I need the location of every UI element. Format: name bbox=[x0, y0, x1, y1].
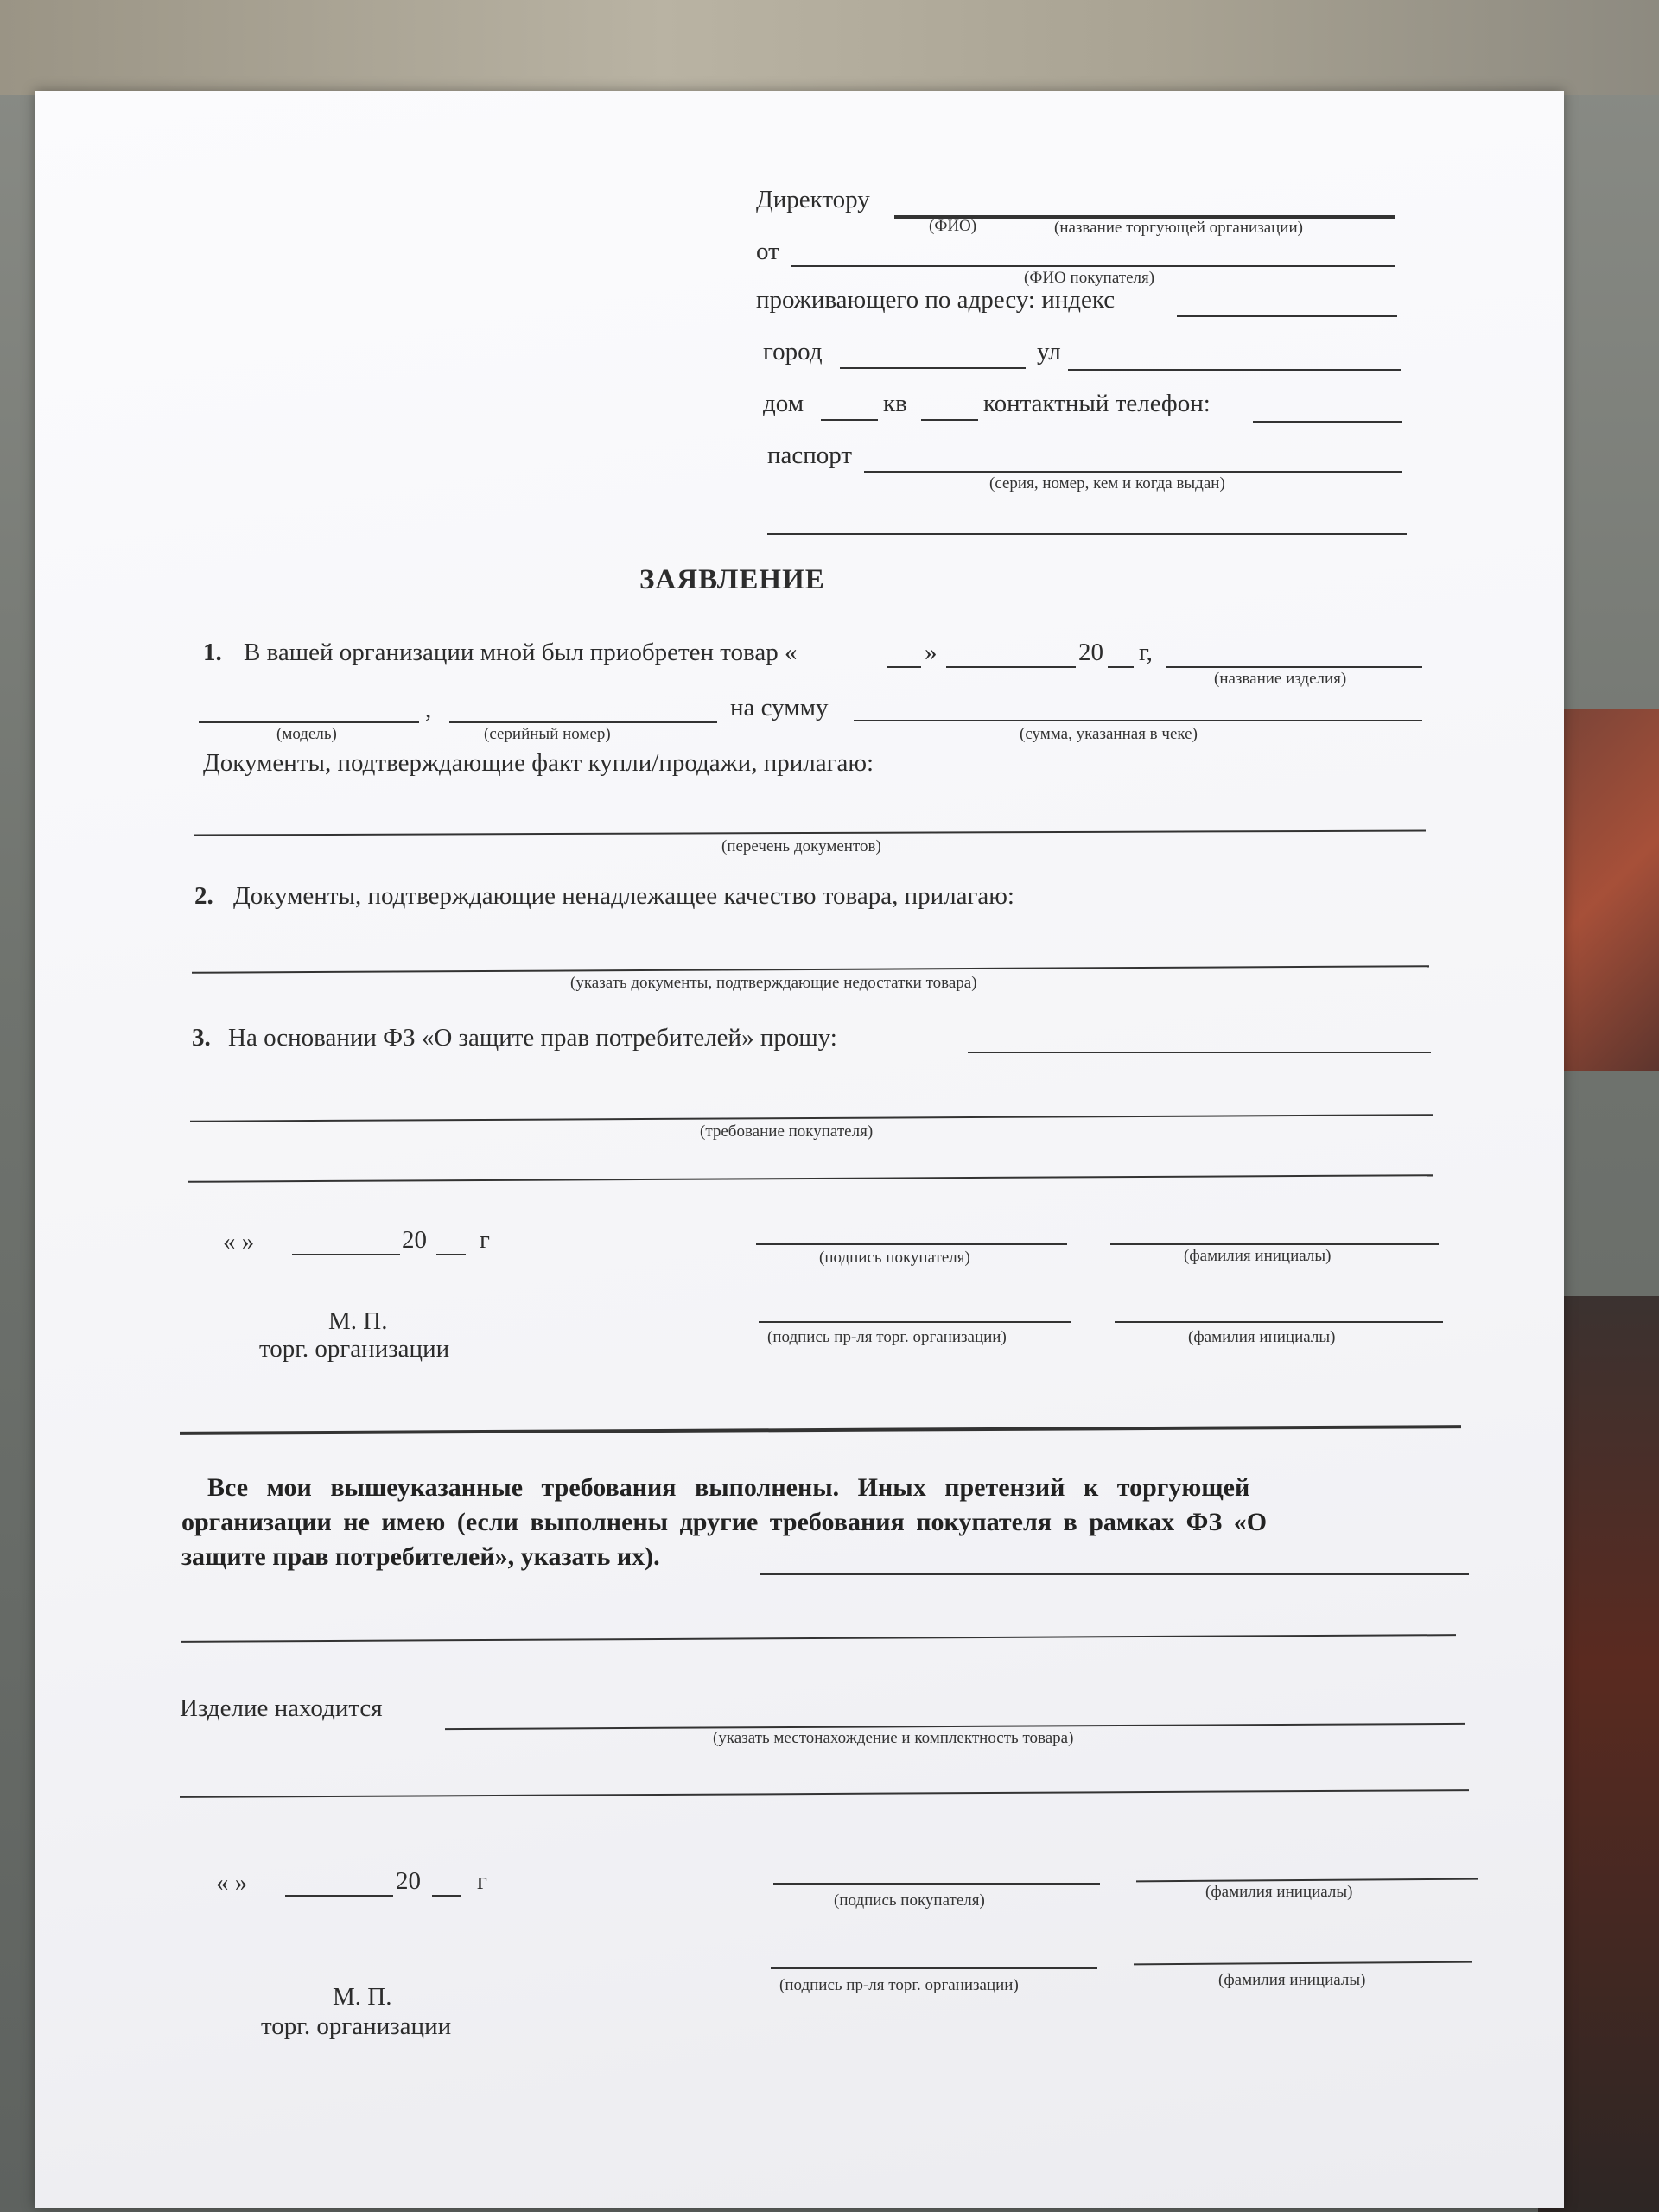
item2-number: 2. bbox=[194, 882, 213, 910]
docs-purchase-caption: (перечень документов) bbox=[721, 837, 881, 855]
model-field[interactable] bbox=[199, 721, 419, 723]
house-label: дом bbox=[763, 390, 804, 417]
background-object bbox=[1555, 709, 1659, 1071]
sign2-buyer-caption: (подпись покупателя) bbox=[834, 1891, 985, 1910]
sign2-buyer-signature-field[interactable] bbox=[773, 1883, 1100, 1885]
sign1-surname2-caption: (фамилия инициалы) bbox=[1188, 1328, 1336, 1346]
model-caption: (модель) bbox=[276, 725, 337, 743]
sign1-rep-caption: (подпись пр-ля торг. организации) bbox=[767, 1328, 1007, 1346]
confirm-line-3: защите прав потребителей», указать их). bbox=[181, 1542, 660, 1571]
city-field[interactable] bbox=[840, 367, 1026, 369]
sign1-date-field[interactable] bbox=[292, 1254, 400, 1255]
buyer-caption: (ФИО покупателя) bbox=[1024, 269, 1155, 287]
apt-field[interactable] bbox=[921, 419, 978, 421]
sign1-buyer-signature-field[interactable] bbox=[756, 1243, 1067, 1245]
location-field-2[interactable] bbox=[180, 1789, 1469, 1798]
street-label: ул bbox=[1037, 338, 1061, 365]
sum-field[interactable] bbox=[854, 720, 1422, 721]
buyer-name-field[interactable] bbox=[791, 265, 1395, 267]
sign2-mp: М. П. bbox=[333, 1983, 392, 2011]
passport-field[interactable] bbox=[864, 471, 1402, 473]
item1-year: 20 bbox=[1078, 639, 1103, 666]
sign1-year: 20 bbox=[402, 1226, 427, 1254]
quality-docs-caption: (указать документы, подтверждающие недостатки товара) bbox=[570, 974, 977, 992]
docs-purchase-text: Документы, подтверждающие факт купли/продажи, прилагаю: bbox=[203, 749, 874, 777]
street-field[interactable] bbox=[1068, 369, 1401, 371]
passport-field-extra[interactable] bbox=[767, 533, 1407, 535]
from-label: от bbox=[756, 238, 779, 265]
sign2-surname2-caption: (фамилия инициалы) bbox=[1218, 1971, 1366, 1989]
sign1-quotes: « » bbox=[223, 1228, 255, 1255]
sign2-org: торг. организации bbox=[261, 2012, 452, 2040]
location-caption: (указать местонахождение и комплектность товара) bbox=[713, 1729, 1074, 1747]
demand-field-3[interactable] bbox=[188, 1174, 1433, 1183]
item2-text: Документы, подтверждающие ненадлежащее качество товара, прилагаю: bbox=[233, 882, 1014, 910]
phone-label: контактный телефон: bbox=[983, 390, 1211, 417]
product-name-field[interactable] bbox=[1166, 666, 1422, 668]
sign1-rep-signature-field[interactable] bbox=[759, 1321, 1071, 1323]
item3-number: 3. bbox=[192, 1024, 211, 1052]
sign2-date-field[interactable] bbox=[285, 1895, 393, 1897]
background-shelf bbox=[0, 0, 1659, 95]
section-separator bbox=[180, 1425, 1461, 1435]
sign1-year-field[interactable] bbox=[436, 1254, 466, 1255]
org-caption: (название торгующей организации) bbox=[1054, 219, 1303, 237]
sign2-surname-field[interactable] bbox=[1136, 1878, 1478, 1883]
location-label: Изделие находится bbox=[180, 1694, 383, 1722]
phone-field[interactable] bbox=[1253, 421, 1402, 423]
demand-field-2[interactable] bbox=[190, 1114, 1433, 1122]
sign1-surname-caption: (фамилия инициалы) bbox=[1184, 1247, 1332, 1265]
passport-caption: (серия, номер, кем и когда выдан) bbox=[989, 474, 1225, 493]
item1-text: В вашей организации мной был приобретен товар « bbox=[244, 639, 798, 666]
sign2-rep-signature-field[interactable] bbox=[771, 1967, 1097, 1969]
demand-field[interactable] bbox=[968, 1052, 1431, 1053]
item1-comma: , bbox=[425, 696, 432, 723]
city-label: город bbox=[763, 338, 823, 365]
sign2-surname-caption: (фамилия инициалы) bbox=[1205, 1883, 1353, 1901]
confirm-line-1: Все мои вышеуказанные требования выполнены. Иных претензий к торгующей bbox=[207, 1473, 1250, 1502]
sign1-surname2-field[interactable] bbox=[1115, 1321, 1443, 1323]
other-demands-field[interactable] bbox=[760, 1573, 1469, 1575]
confirm-line-2: организации не имею (если выполнены другие требования покупателя в рамках ФЗ «О bbox=[181, 1508, 1268, 1536]
sign1-mp: М. П. bbox=[328, 1307, 388, 1335]
document-title: ЗАЯВЛЕНИЕ bbox=[639, 564, 825, 595]
sign1-buyer-caption: (подпись покупателя) bbox=[819, 1249, 970, 1267]
sign2-year: 20 bbox=[396, 1867, 421, 1895]
sign2-surname2-field[interactable] bbox=[1134, 1961, 1472, 1966]
director-label: Директору bbox=[756, 186, 870, 213]
product-caption: (название изделия) bbox=[1214, 670, 1347, 688]
item3-text: На основании ФЗ «О защите прав потребителей» прошу: bbox=[228, 1024, 837, 1052]
fio-caption: (ФИО) bbox=[929, 217, 977, 235]
apt-label: кв bbox=[883, 390, 907, 417]
sign2-rep-caption: (подпись пр-ля торг. организации) bbox=[779, 1976, 1019, 1994]
sign1-surname-field[interactable] bbox=[1110, 1243, 1439, 1245]
purchase-year-field[interactable] bbox=[1108, 666, 1134, 668]
item1-number: 1. bbox=[203, 639, 222, 666]
claim-form-paper bbox=[35, 91, 1564, 2208]
docs-purchase-field[interactable] bbox=[194, 830, 1426, 836]
sign2-year-field[interactable] bbox=[432, 1895, 461, 1897]
house-field[interactable] bbox=[821, 419, 878, 421]
address-label: проживающего по адресу: индекс bbox=[756, 286, 1116, 314]
postcode-field[interactable] bbox=[1177, 315, 1397, 317]
sum-label: на сумму bbox=[730, 694, 829, 721]
purchase-month-field[interactable] bbox=[946, 666, 1076, 668]
sign2-quotes: « » bbox=[216, 1869, 248, 1897]
purchase-day-field[interactable] bbox=[887, 666, 921, 668]
item1-quote-close: » bbox=[925, 639, 938, 666]
quality-docs-field[interactable] bbox=[192, 965, 1429, 973]
passport-label: паспорт bbox=[767, 442, 853, 469]
serial-caption: (серийный номер) bbox=[484, 725, 611, 743]
sum-caption: (сумма, указанная в чеке) bbox=[1020, 725, 1198, 743]
sign1-g: г bbox=[480, 1226, 490, 1254]
other-demands-field-2[interactable] bbox=[181, 1634, 1456, 1643]
demand-caption: (требование покупателя) bbox=[700, 1122, 874, 1141]
sign2-g: г bbox=[477, 1867, 487, 1895]
serial-field[interactable] bbox=[449, 721, 717, 723]
item1-g: г, bbox=[1139, 639, 1153, 666]
sign1-org: торг. организации bbox=[259, 1335, 450, 1363]
